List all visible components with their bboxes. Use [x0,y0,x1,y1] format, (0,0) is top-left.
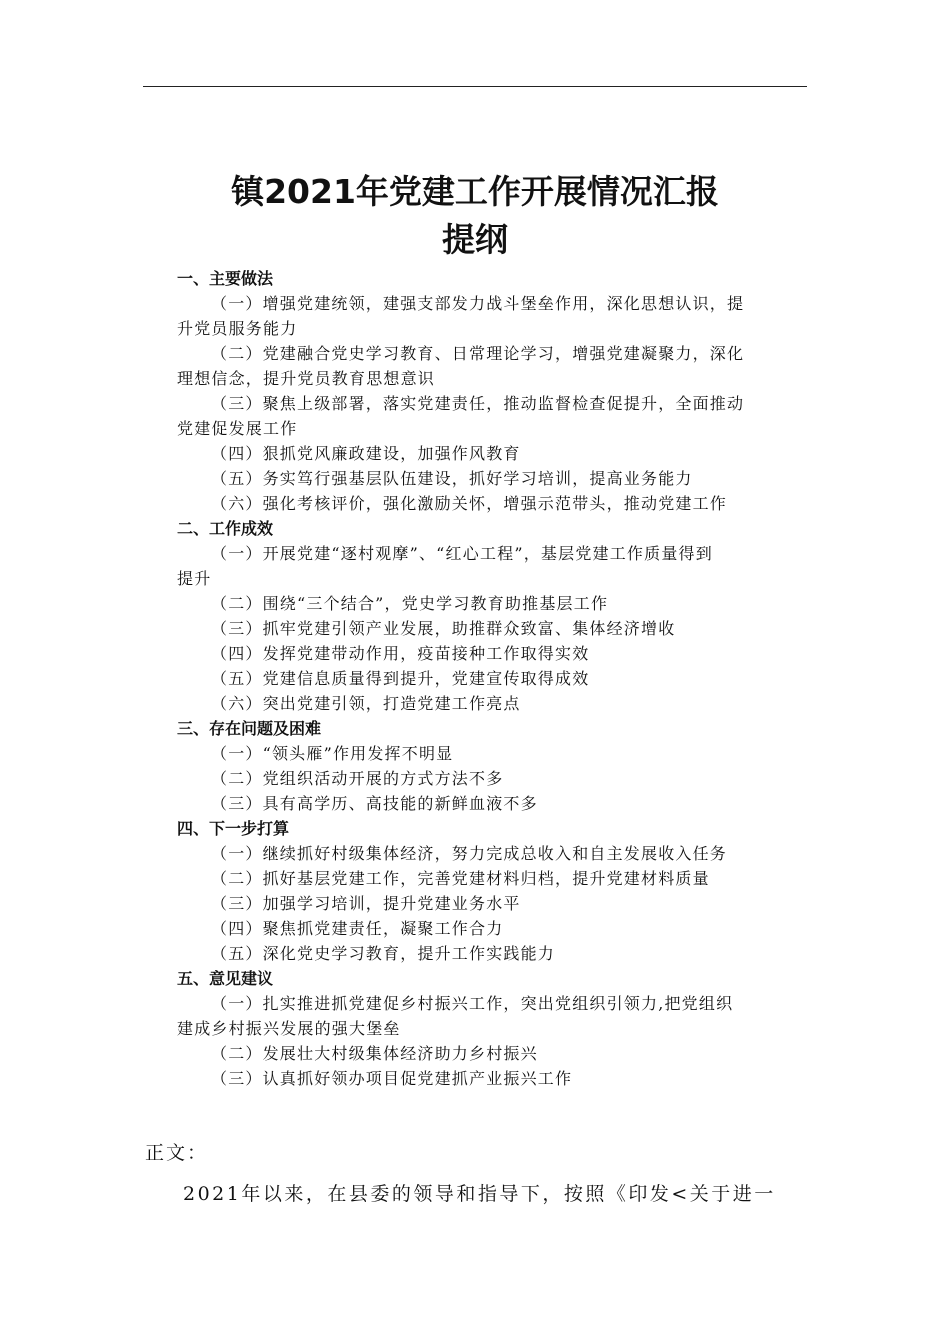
outline-item [211,616,807,641]
outline-item-text: （二）围绕“三个结合”，党史学习教育助推基层工作 [211,594,609,613]
outline-section [143,516,807,716]
outline-section [143,716,807,816]
outline-item-text: （六）突出党建引领，打造党建工作亮点 [211,694,521,713]
document-title-line2: 提纲 [442,220,508,259]
outline-item [211,766,807,791]
outline-item-text: （一）增强党建统领，建强支部发力战斗堡垒作用，深化思想认识，提 [211,294,745,313]
outline-item [211,691,807,716]
outline-item [211,491,807,516]
outline-item-continuation: 理想信念，提升党员教育思想意识 [177,369,436,388]
outline-item [211,791,807,816]
outline-item-continuation: 提升 [177,569,212,588]
outline-item [211,741,807,766]
section-heading: 一、主要做法 [177,269,274,288]
outline-item [177,341,807,391]
outline-item-text: （五）党建信息质量得到提升，党建宣传取得成效 [211,669,590,688]
outline-item [177,541,807,591]
outline-item-continuation: 升党员服务能力 [177,319,298,338]
outline-item-text: （一）“领头雁”作用发挥不明显 [211,744,454,763]
outline-item [211,1066,807,1091]
outline-item [211,841,807,866]
outline-item [211,891,807,916]
outline-item-text: （二）党建融合党史学习教育、日常理论学习，增强党建凝聚力，深化 [211,344,745,363]
outline-item-text: （四）狠抓党风廉政建设，加强作风教育 [211,444,521,463]
header-rule [143,86,807,87]
outline-item [211,1041,807,1066]
section-heading: 二、工作成效 [177,519,274,538]
outline-item-text: （二）党组织活动开展的方式方法不多 [211,769,504,788]
outline-item-text: （六）强化考核评价，强化激励关怀，增强示范带头，推动党建工作 [211,494,728,513]
outline-item [211,591,807,616]
outline-item-text: （五）深化党史学习教育，提升工作实践能力 [211,944,556,963]
outline-section [143,816,807,966]
outline-item-text: （三）具有高学历、高技能的新鲜血液不多 [211,794,538,813]
section-heading: 五、意见建议 [177,969,274,988]
outline-item [211,666,807,691]
outline-item-text: （五）务实笃行强基层队伍建设，抓好学习培训，提高业务能力 [211,469,693,488]
outline-item-text: （二）抓好基层党建工作，完善党建材料归档，提升党建材料质量 [211,869,710,888]
outline [143,266,807,1091]
outline-item [211,466,807,491]
outline-item-text: （三）聚焦上级部署，落实党建责任，推动监督检查促提升，全面推动 [211,394,745,413]
body-label: 正文： [145,1142,209,1164]
outline-item-text: （一）开展党建“逐村观摩”、“红心工程”，基层党建工作质量得到 [211,544,713,563]
outline-section [143,966,807,1091]
outline-item-continuation: 党建促发展工作 [177,419,298,438]
outline-item-text: （四）发挥党建带动作用，疫苗接种工作取得实效 [211,644,590,663]
outline-item [211,866,807,891]
outline-item [211,916,807,941]
outline-item [211,641,807,666]
outline-item [177,991,807,1041]
outline-item [177,291,807,341]
section-heading: 三、存在问题及困难 [177,719,322,738]
outline-item-continuation: 建成乡村振兴发展的强大堡垒 [177,1019,401,1038]
body-paragraph: 2021年以来，在县委的领导和指导下，按照《印发<关于进一 [183,1183,776,1205]
outline-item [211,941,807,966]
outline-item-text: （二）发展壮大村级集体经济助力乡村振兴 [211,1044,538,1063]
outline-item-text: （一）继续抓好村级集体经济，努力完成总收入和自主发展收入任务 [211,844,728,863]
outline-item-text: （三）认真抓好领办项目促党建抓产业振兴工作 [211,1069,573,1088]
outline-item-text: （三）加强学习培训，提升党建业务水平 [211,894,521,913]
outline-item-text: （四）聚焦抓党建责任，凝聚工作合力 [211,919,504,938]
outline-item [211,441,807,466]
section-heading: 四、下一步打算 [177,819,290,838]
document-title: 镇2021年党建工作开展情况汇报 [231,172,719,211]
outline-item [177,391,807,441]
outline-item-text: （一）扎实推进抓党建促乡村振兴工作，突出党组织引领力,把党组织 [211,994,734,1013]
outline-item-text: （三）抓牢党建引领产业发展，助推群众致富、集体经济增收 [211,619,676,638]
outline-section [143,266,807,516]
